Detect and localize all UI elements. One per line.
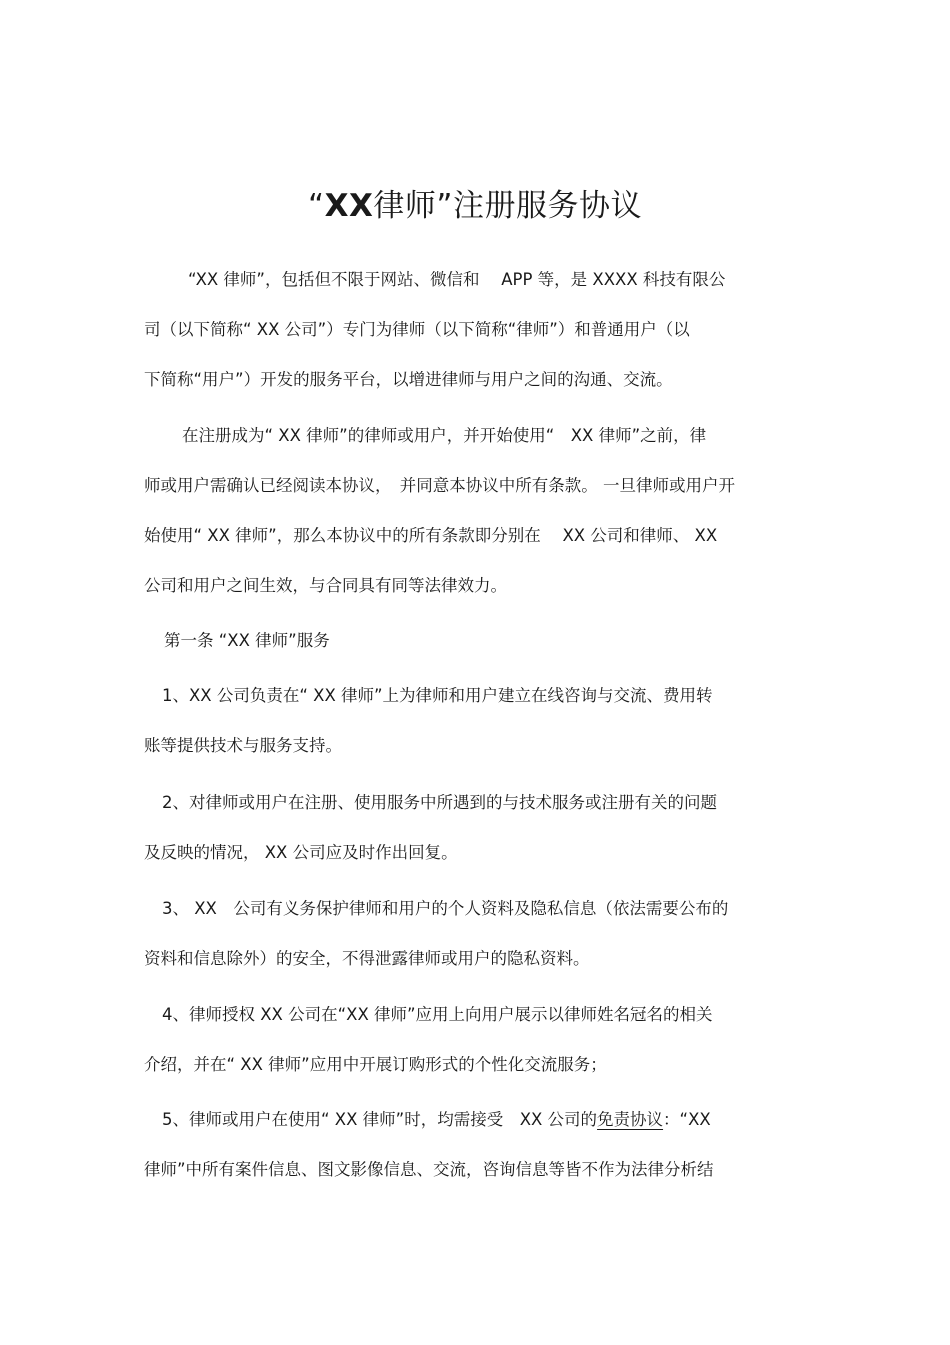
title-brand: XX — [324, 188, 374, 224]
item-2-line-2: 及反映的情况， XX 公司应及时作出回复。 — [144, 843, 458, 862]
item-3-line-1: 3、 XX 公司有义务保护律师和用户的个人资料及隐私信息（依法需要公布的 — [162, 899, 729, 918]
item-5-line-1 — [162, 1108, 711, 1132]
title-rest: 律师”注册服务协议 — [373, 188, 642, 224]
paragraph-2-line-2: 师或用户需确认已经阅读本协议， 并同意本协议中所有条款。 一旦律师或用户开 — [144, 476, 735, 495]
item-4-line-1: 4、律师授权 XX 公司在“XX 律师”应用上向用户展示以律师姓名冠名的相关 — [162, 1005, 713, 1024]
paragraph-1-line-1: “XX 律师”，包括但不限于网站、微信和 APP 等，是 XXXX 科技有限公 — [188, 270, 726, 289]
item-4-line-2: 介绍，并在“ XX 律师”应用中开展订购形式的个性化交流服务； — [144, 1055, 607, 1074]
item-5-text-after: ：“XX — [663, 1110, 711, 1129]
paragraph-2-line-3: 始使用“ XX 律师”，那么本协议中的所有条款即分别在 XX 公司和律师、 XX — [144, 526, 718, 545]
item-3-line-2: 资料和信息除外）的安全，不得泄露律师或用户的隐私资料。 — [144, 949, 590, 968]
paragraph-2-line-4: 公司和用户之间生效，与合同具有同等法律效力。 — [144, 576, 507, 595]
paragraph-1-line-2: 司（以下简称“ XX 公司”）专门为律师（以下简称“律师”）和普通用户（以 — [144, 320, 690, 339]
paragraph-1-line-3: 下简称“用户”）开发的服务平台，以增进律师与用户之间的沟通、交流。 — [144, 370, 673, 389]
title-open-quote: “ — [308, 188, 325, 224]
paragraph-2-line-1: 在注册成为“ XX 律师”的律师或用户，并开始使用“ XX 律师”之前，律 — [182, 426, 707, 445]
item-5-line-2: 律师”中所有案件信息、图文影像信息、交流，咨询信息等皆不作为法律分析结 — [144, 1160, 714, 1179]
item-5-text-before: 5、律师或用户在使用“ XX 律师”时，均需接受 XX 公司的 — [162, 1110, 598, 1129]
item-1-line-2: 账等提供技术与服务支持。 — [144, 736, 342, 755]
document-title — [0, 182, 950, 230]
item-1-line-1: 1、XX 公司负责在“ XX 律师”上为律师和用户建立在线咨询与交流、费用转 — [162, 686, 713, 705]
item-2-line-1: 2、对律师或用户在注册、使用服务中所遇到的与技术服务或注册有关的问题 — [162, 793, 717, 812]
disclaimer-link: 免责协议 — [597, 1110, 664, 1129]
article-1-heading: 第一条 “XX 律师”服务 — [164, 631, 330, 650]
